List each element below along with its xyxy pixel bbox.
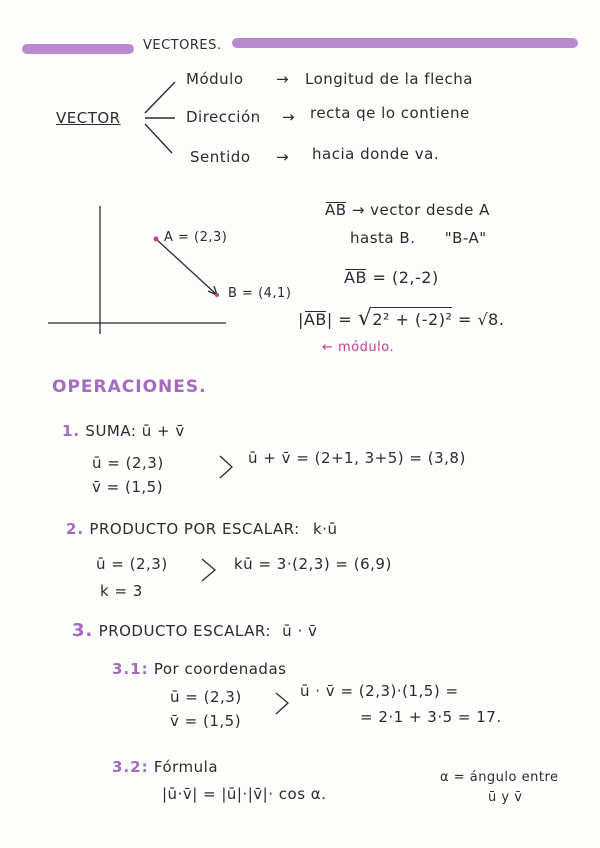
def-desc: Longitud de la flecha [305, 70, 473, 88]
formula: |ū·v̄| = |ū|·|v̄|· cos α. [162, 785, 327, 803]
ab-eq-text: = (2,-2) [372, 268, 439, 287]
page-title: VECTORES. [143, 38, 222, 53]
pe-result: kū = 3·(2,3) = (6,9) [234, 555, 392, 573]
point-a-label: A = (2,3) [164, 230, 228, 245]
ab-symbol: AB [303, 310, 327, 329]
section-title: PRODUCTO ESCALAR: [98, 622, 271, 640]
ps-u: ū = (2,3) [170, 688, 242, 706]
suma-v: v̄ = (1,5) [92, 478, 164, 496]
mod-mid: | = [326, 310, 353, 329]
pe-u: ū = (2,3) [96, 555, 168, 573]
arrow-icon: → [282, 108, 296, 126]
ab-symbol: AB [344, 268, 367, 287]
def-term: Sentido [190, 148, 251, 166]
section-title: PRODUCTO POR ESCALAR: [89, 520, 300, 538]
ps-result-1: ū · v̄ = (2,3)·(1,5) = [300, 682, 459, 700]
ps-result-2: = 2·1 + 3·5 = 17. [360, 708, 502, 726]
mod-result: = √8. [457, 310, 505, 329]
def-desc: hacia donde va. [312, 145, 440, 163]
mod-radicand: 2² + (-2)² [372, 307, 452, 329]
mod-bar: | [298, 310, 304, 329]
modulo-note: ← módulo. [322, 340, 395, 355]
section-expr: k·ū [312, 520, 338, 538]
ab-line1-text: → vector desde A [351, 201, 490, 219]
section-title: SUMA: [85, 422, 137, 440]
ab-symbol: AB [325, 201, 347, 219]
alpha-note-1: α = ángulo entre [440, 770, 559, 785]
point-b-label: B = (4,1) [228, 286, 292, 301]
section-number: 1. [62, 422, 81, 440]
alpha-note-2: ū y v̄ [488, 790, 523, 805]
ps-v: v̄ = (1,5) [170, 712, 242, 730]
pe-k: k = 3 [100, 582, 143, 600]
section-number: 3. [72, 620, 94, 641]
sub-3-2-heading [112, 758, 218, 776]
operaciones-title: OPERACIONES. [52, 377, 207, 397]
vector-label: VECTOR [56, 109, 121, 127]
def-desc: recta qe lo contiene [310, 104, 470, 122]
section-expr: ū + v̄ [141, 422, 185, 440]
sqrt-icon: √ [357, 306, 373, 331]
def-term: Dirección [186, 108, 261, 126]
subsection-number: 3.1: [112, 660, 149, 678]
suma-u: ū = (2,3) [92, 454, 164, 472]
suma-result: ū + v̄ = (2+1, 3+5) = (3,8) [248, 449, 466, 467]
arrow-icon: → [276, 70, 290, 88]
section-expr: ū · v̄ [282, 622, 318, 640]
arrow-icon: → [276, 148, 290, 166]
subsection-number: 3.2: [112, 758, 149, 776]
subsection-title: Por coordenadas [153, 660, 287, 678]
subsection-title: Fórmula [153, 758, 219, 776]
ab-line2-text: hasta B. [350, 229, 416, 247]
ab-line2-quote: "B-A" [444, 229, 487, 247]
def-term: Módulo [186, 70, 244, 88]
section-number: 2. [66, 520, 85, 538]
